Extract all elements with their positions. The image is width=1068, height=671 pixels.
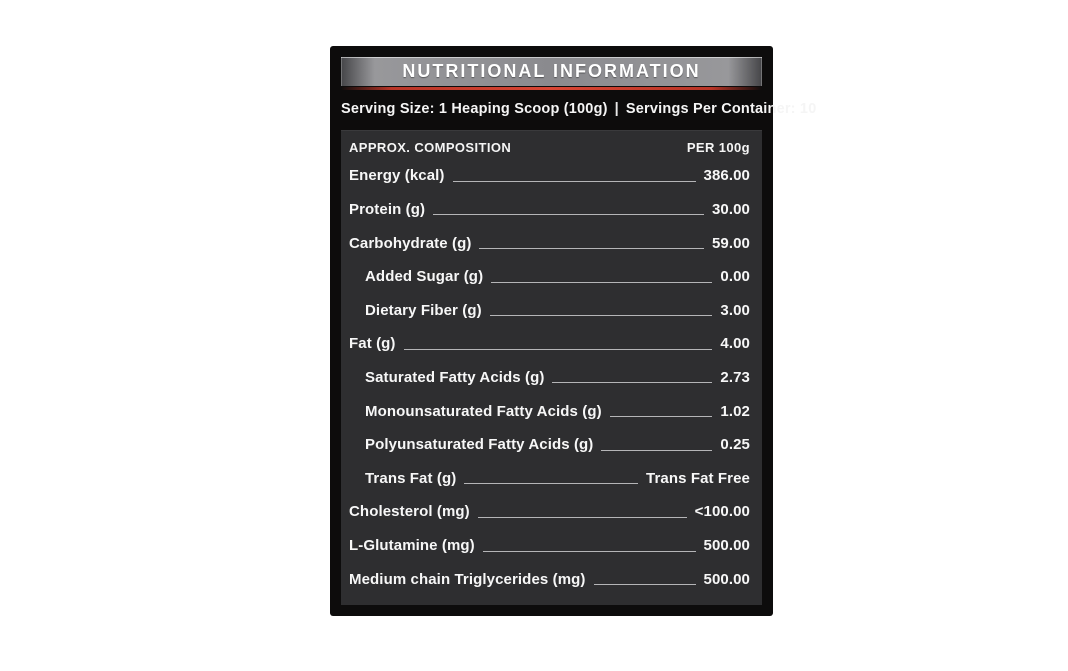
table-header-left: APPROX. COMPOSITION	[349, 139, 512, 155]
leader-line	[601, 450, 712, 451]
leader-line	[552, 382, 712, 383]
row-value: 500.00	[703, 537, 750, 554]
row-value: 2.73	[720, 368, 750, 386]
table-row	[349, 260, 750, 294]
servings-per-container-text: Servings Per Container: 10	[625, 101, 817, 117]
leader-line	[433, 214, 704, 215]
row-label: Fat (g)	[349, 335, 396, 353]
table-rows	[349, 159, 750, 596]
leader-line	[483, 551, 696, 552]
leader-line	[404, 349, 713, 350]
table-header	[349, 135, 750, 159]
row-value: Trans Fat Free	[646, 469, 750, 487]
row-label: Added Sugar (g)	[365, 268, 484, 286]
row-label: Polyunsaturated Fatty Acids (g)	[365, 436, 594, 454]
table-row	[349, 193, 750, 227]
row-label: L-Glutamine (mg)	[349, 537, 475, 554]
table-row	[349, 562, 750, 596]
row-value: 59.00	[711, 234, 750, 252]
table-row	[349, 529, 750, 563]
row-label: Cholesterol (mg)	[349, 503, 470, 521]
leader-line	[490, 315, 713, 316]
row-value: 500.00	[703, 570, 750, 588]
row-value: 386.00	[703, 167, 750, 185]
row-value: 3.00	[720, 301, 750, 319]
serving-info-line	[341, 99, 817, 119]
row-label: Carbohydrate (g)	[349, 234, 472, 252]
row-value: 30.00	[711, 200, 750, 218]
serving-size-text: Serving Size: 1 Heaping Scoop (100g)	[341, 101, 608, 117]
leader-line	[610, 416, 713, 417]
table-row	[349, 495, 750, 529]
composition-table	[341, 130, 762, 605]
nutrition-panel	[330, 46, 817, 616]
row-value: 4.00	[720, 335, 750, 353]
row-label: Dietary Fiber (g)	[365, 301, 482, 319]
table-row	[349, 327, 750, 361]
row-value: 0.25	[720, 436, 750, 454]
row-label: Medium chain Triglycerides (mg)	[349, 570, 586, 588]
leader-line	[478, 517, 687, 518]
leader-line	[594, 584, 696, 585]
panel-title-bar	[341, 57, 762, 86]
row-label: Monounsaturated Fatty Acids (g)	[365, 402, 602, 420]
panel-title: NUTRITIONAL INFORMATION	[402, 61, 701, 81]
table-row	[349, 226, 750, 260]
row-value: 1.02	[720, 402, 750, 420]
leader-line	[453, 181, 696, 182]
table-row	[349, 394, 750, 428]
row-value: 0.00	[720, 268, 750, 286]
row-value: <100.00	[694, 503, 750, 521]
table-header-right: PER 100g	[686, 139, 750, 155]
serving-separator: |	[614, 101, 619, 117]
table-row	[349, 428, 750, 462]
table-row	[349, 159, 750, 193]
leader-line	[464, 483, 638, 484]
table-row	[349, 461, 750, 495]
row-label: Energy (kcal)	[349, 167, 445, 185]
leader-line	[491, 282, 712, 283]
table-row	[349, 361, 750, 395]
row-label: Trans Fat (g)	[365, 469, 457, 487]
row-label: Protein (g)	[349, 200, 426, 218]
row-label: Saturated Fatty Acids (g)	[365, 368, 545, 386]
leader-line	[479, 248, 704, 249]
table-row	[349, 293, 750, 327]
accent-divider	[341, 87, 762, 90]
